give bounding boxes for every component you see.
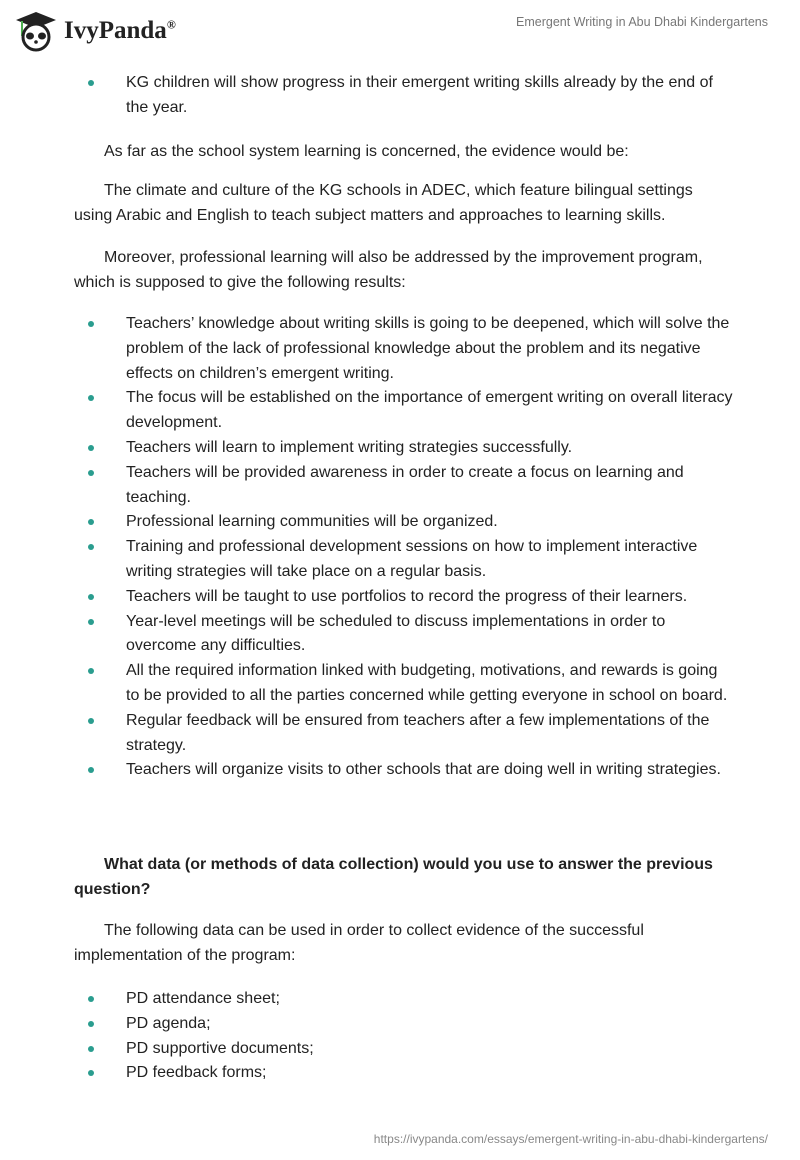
bullet-icon: [88, 1021, 94, 1027]
bullet-icon: [88, 767, 94, 773]
list-item: PD agenda;: [74, 1012, 734, 1037]
logo-text: IvyPanda®: [64, 17, 176, 44]
ivypanda-logo[interactable]: [14, 10, 176, 52]
source-url[interactable]: https://ivypanda.com/essays/emergent-writing-in-abu-dhabi-kindergartens/: [373, 1132, 768, 1146]
list-item: All the required information linked with budgeting, motivations, and rewards is going to be provided to all the parties concerned while getting everyone in school on board.: [74, 659, 734, 709]
list-item: Training and professional development sessions on how to implement interactive writing strategies will take place on a regular basis.: [74, 535, 734, 585]
list-item: Teachers will be provided awareness in order to create a focus on learning and teaching.: [74, 461, 734, 511]
bullet-icon: [88, 1070, 94, 1076]
list-item: The focus will be established on the importance of emergent writing on overall literacy development.: [74, 386, 734, 436]
bullet-icon: [88, 519, 94, 525]
section-question: What data (or methods of data collection) would you use to answer the previous question?: [74, 856, 713, 898]
bullet-icon: [88, 321, 94, 327]
list-item: Teachers will be taught to use portfolios to record the progress of their learners.: [74, 585, 734, 610]
bullet-icon: [88, 544, 94, 550]
bullet-icon: [88, 594, 94, 600]
paragraph: As far as the school system learning is concerned, the evidence would be:: [104, 143, 629, 160]
bullet-icon: [88, 470, 94, 476]
bullet-icon: [88, 619, 94, 625]
bullet-icon: [88, 1046, 94, 1052]
list-item: Teachers’ knowledge about writing skills is going to be deepened, which will solve the problem of the lack of professional knowledge about the problem and its negative effects on children’s emergent writing.: [74, 312, 734, 386]
list-item: Professional learning communities will be organized.: [74, 510, 734, 535]
paragraph: The following data can be used in order to collect evidence of the successful implementation of the program:: [74, 922, 644, 964]
bullet-icon: [88, 445, 94, 451]
list-item: Teachers will organize visits to other schools that are doing well in writing strategies.: [74, 758, 734, 783]
bullet-icon: [88, 668, 94, 674]
paragraph: The climate and culture of the KG schools in ADEC, which feature bilingual settings using Arabic and English to teach subject matters and approaches to learning skills.: [74, 182, 693, 224]
panda-graduate-icon: [14, 10, 58, 52]
bullet-icon: [88, 996, 94, 1002]
results-list: [74, 312, 734, 783]
paragraph: Moreover, professional learning will also be addressed by the improvement program, which is supposed to give the following results:: [74, 249, 703, 291]
list-item: PD attendance sheet;: [74, 987, 734, 1012]
list-item: Regular feedback will be ensured from teachers after a few implementations of the strategy.: [74, 709, 734, 759]
document-title: Emergent Writing in Abu Dhabi Kindergartens: [516, 15, 768, 29]
list-item: PD feedback forms;: [74, 1061, 734, 1086]
bullet-icon: [88, 80, 94, 86]
list-item: Year-level meetings will be scheduled to discuss implementations in order to overcome any difficulties.: [74, 610, 734, 660]
list-item: KG children will show progress in their emergent writing skills already by the end of the year.: [74, 71, 734, 121]
outcome-list: [74, 71, 734, 121]
data-list: [74, 987, 734, 1086]
list-item: Teachers will learn to implement writing strategies successfully.: [74, 436, 734, 461]
bullet-icon: [88, 395, 94, 401]
list-item: PD supportive documents;: [74, 1037, 734, 1062]
bullet-icon: [88, 718, 94, 724]
